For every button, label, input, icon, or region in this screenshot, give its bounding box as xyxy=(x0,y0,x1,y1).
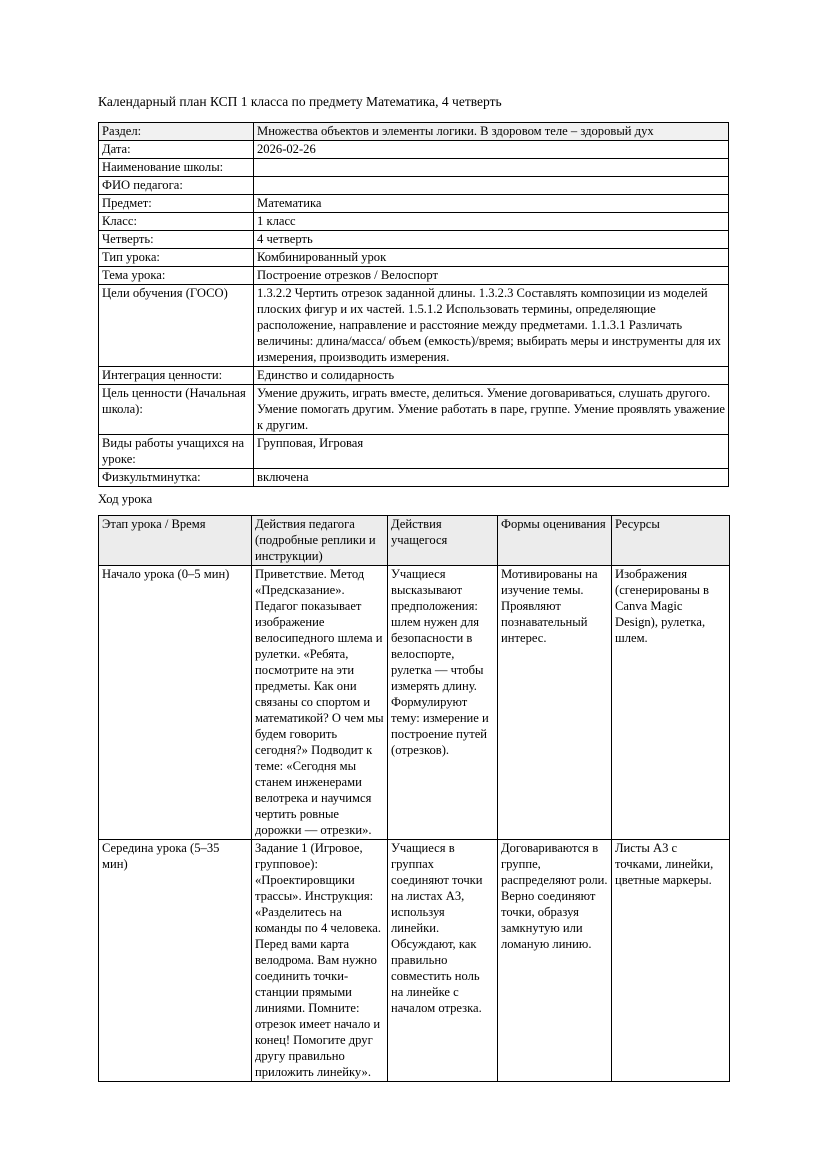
cell-student-actions: Учащиеся высказывают предположения: шлем нужен для безопасности в велоспорте, рулетка — чтобы измерять длину. Формулируют тему: измерение и построение путей (отрезков). xyxy=(388,566,498,840)
cell-stage: Начало урока (0–5 мин) xyxy=(99,566,252,840)
cell-teacher-actions: Приветствие. Метод «Предсказание». Педагог показывает изображение велосипедного шлема и рулетки. «Ребята, посмотрите на эти предметы. Как они связаны со спортом и математикой? О чем мы будем говорить сегодня?» Подводит к теме: «Сегодня мы станем инженерами велотрека и научимся чертить ровные дорожки — отрезки». xyxy=(252,566,388,840)
info-row-quarter xyxy=(99,231,729,249)
info-value: Множества объектов и элементы логики. В здоровом теле – здоровый дух xyxy=(254,123,729,141)
info-row-lesson-theme xyxy=(99,267,729,285)
info-label: Тема урока: xyxy=(99,267,254,285)
info-row-value-goal xyxy=(99,385,729,435)
info-label: Предмет: xyxy=(99,195,254,213)
column-header-student-actions: Действия учащегося xyxy=(388,516,498,566)
info-value: Построение отрезков / Велоспорт xyxy=(254,267,729,285)
column-header-resources: Ресурсы xyxy=(612,516,730,566)
info-value: 1.3.2.2 Чертить отрезок заданной длины. 1.3.2.3 Составлять композиции из моделей плоских фигур и их частей. 1.5.1.2 Использовать термины, определяющие расположение, направление и расстояние между предметами. 1.1.3.1 Различать величины: длина/масса/ объем (емкость)/время; выбирать меры и инструменты для их измерения, производить измерения. xyxy=(254,285,729,367)
info-row-data xyxy=(99,141,729,159)
page-title: Календарный план КСП 1 класса по предмету Математика, 4 четверть xyxy=(98,94,502,109)
lesson-table xyxy=(98,515,730,1082)
info-label: ФИО педагога: xyxy=(99,177,254,195)
info-row-teacher-name xyxy=(99,177,729,195)
lesson-row-start xyxy=(99,566,730,840)
info-value: 2026-02-26 xyxy=(254,141,729,159)
info-label: Виды работы учащихся на уроке: xyxy=(99,435,254,469)
info-label: Класс: xyxy=(99,213,254,231)
info-label: Интеграция ценности: xyxy=(99,367,254,385)
document-page xyxy=(98,94,729,1082)
info-value: Математика xyxy=(254,195,729,213)
cell-stage: Середина урока (5–35 мин) xyxy=(99,840,252,1082)
info-table xyxy=(98,122,729,487)
info-label: Наименование школы: xyxy=(99,159,254,177)
info-label: Раздел: xyxy=(99,123,254,141)
info-value: 4 четверть xyxy=(254,231,729,249)
section-heading: Ход урока xyxy=(98,492,153,506)
info-label: Четверть: xyxy=(99,231,254,249)
info-value: Умение дружить, играть вместе, делиться. Умение договариваться, слушать другого. Умение помогать другим. Умение работать в паре, группе. Умение проявлять уважение к другим. xyxy=(254,385,729,435)
info-row-physical-minute xyxy=(99,469,729,487)
cell-resources: Листы А3 с точками, линейки, цветные маркеры. xyxy=(612,840,730,1082)
column-header-stage: Этап урока / Время xyxy=(99,516,252,566)
info-label: Цель ценности (Начальная школа): xyxy=(99,385,254,435)
cell-assessment: Мотивированы на изучение темы. Проявляют познавательный интерес. xyxy=(498,566,612,840)
info-label: Тип урока: xyxy=(99,249,254,267)
cell-teacher-actions: Задание 1 (Игровое, групповое): «Проектировщики трассы». Инструкция: «Разделитесь на команды по 4 человека. Перед вами карта велодрома. Вам нужно соединить точки-станции прямыми линиями. Помните: отрезок имеет начало и конец! Помогите друг другу правильно приложить линейку». xyxy=(252,840,388,1082)
info-row-goals xyxy=(99,285,729,367)
info-row-values-integration xyxy=(99,367,729,385)
cell-assessment: Договариваются в группе, распределяют роли. Верно соединяют точки, образуя замкнутую или ломаную линию. xyxy=(498,840,612,1082)
lesson-table-header-row xyxy=(99,516,730,566)
info-value xyxy=(254,159,729,177)
info-value: Комбинированный урок xyxy=(254,249,729,267)
info-value: Групповая, Игровая xyxy=(254,435,729,469)
cell-resources: Изображения (сгенерированы в Canva Magic Design), рулетка, шлем. xyxy=(612,566,730,840)
info-row-subject xyxy=(99,195,729,213)
info-row-work-types xyxy=(99,435,729,469)
info-row-lesson-type xyxy=(99,249,729,267)
info-value xyxy=(254,177,729,195)
info-row-class xyxy=(99,213,729,231)
info-value: включена xyxy=(254,469,729,487)
info-row-school xyxy=(99,159,729,177)
info-label: Физкультминутка: xyxy=(99,469,254,487)
info-value: Единство и солидарность xyxy=(254,367,729,385)
column-header-assessment: Формы оценивания xyxy=(498,516,612,566)
info-label: Дата: xyxy=(99,141,254,159)
info-value: 1 класс xyxy=(254,213,729,231)
lesson-row-middle xyxy=(99,840,730,1082)
info-row-razdel xyxy=(99,123,729,141)
info-label: Цели обучения (ГОСО) xyxy=(99,285,254,367)
column-header-teacher-actions: Действия педагога (подробные реплики и инструкции) xyxy=(252,516,388,566)
cell-student-actions: Учащиеся в группах соединяют точки на листах А3, используя линейки. Обсуждают, как правильно совместить ноль на линейке с началом отрезка. xyxy=(388,840,498,1082)
